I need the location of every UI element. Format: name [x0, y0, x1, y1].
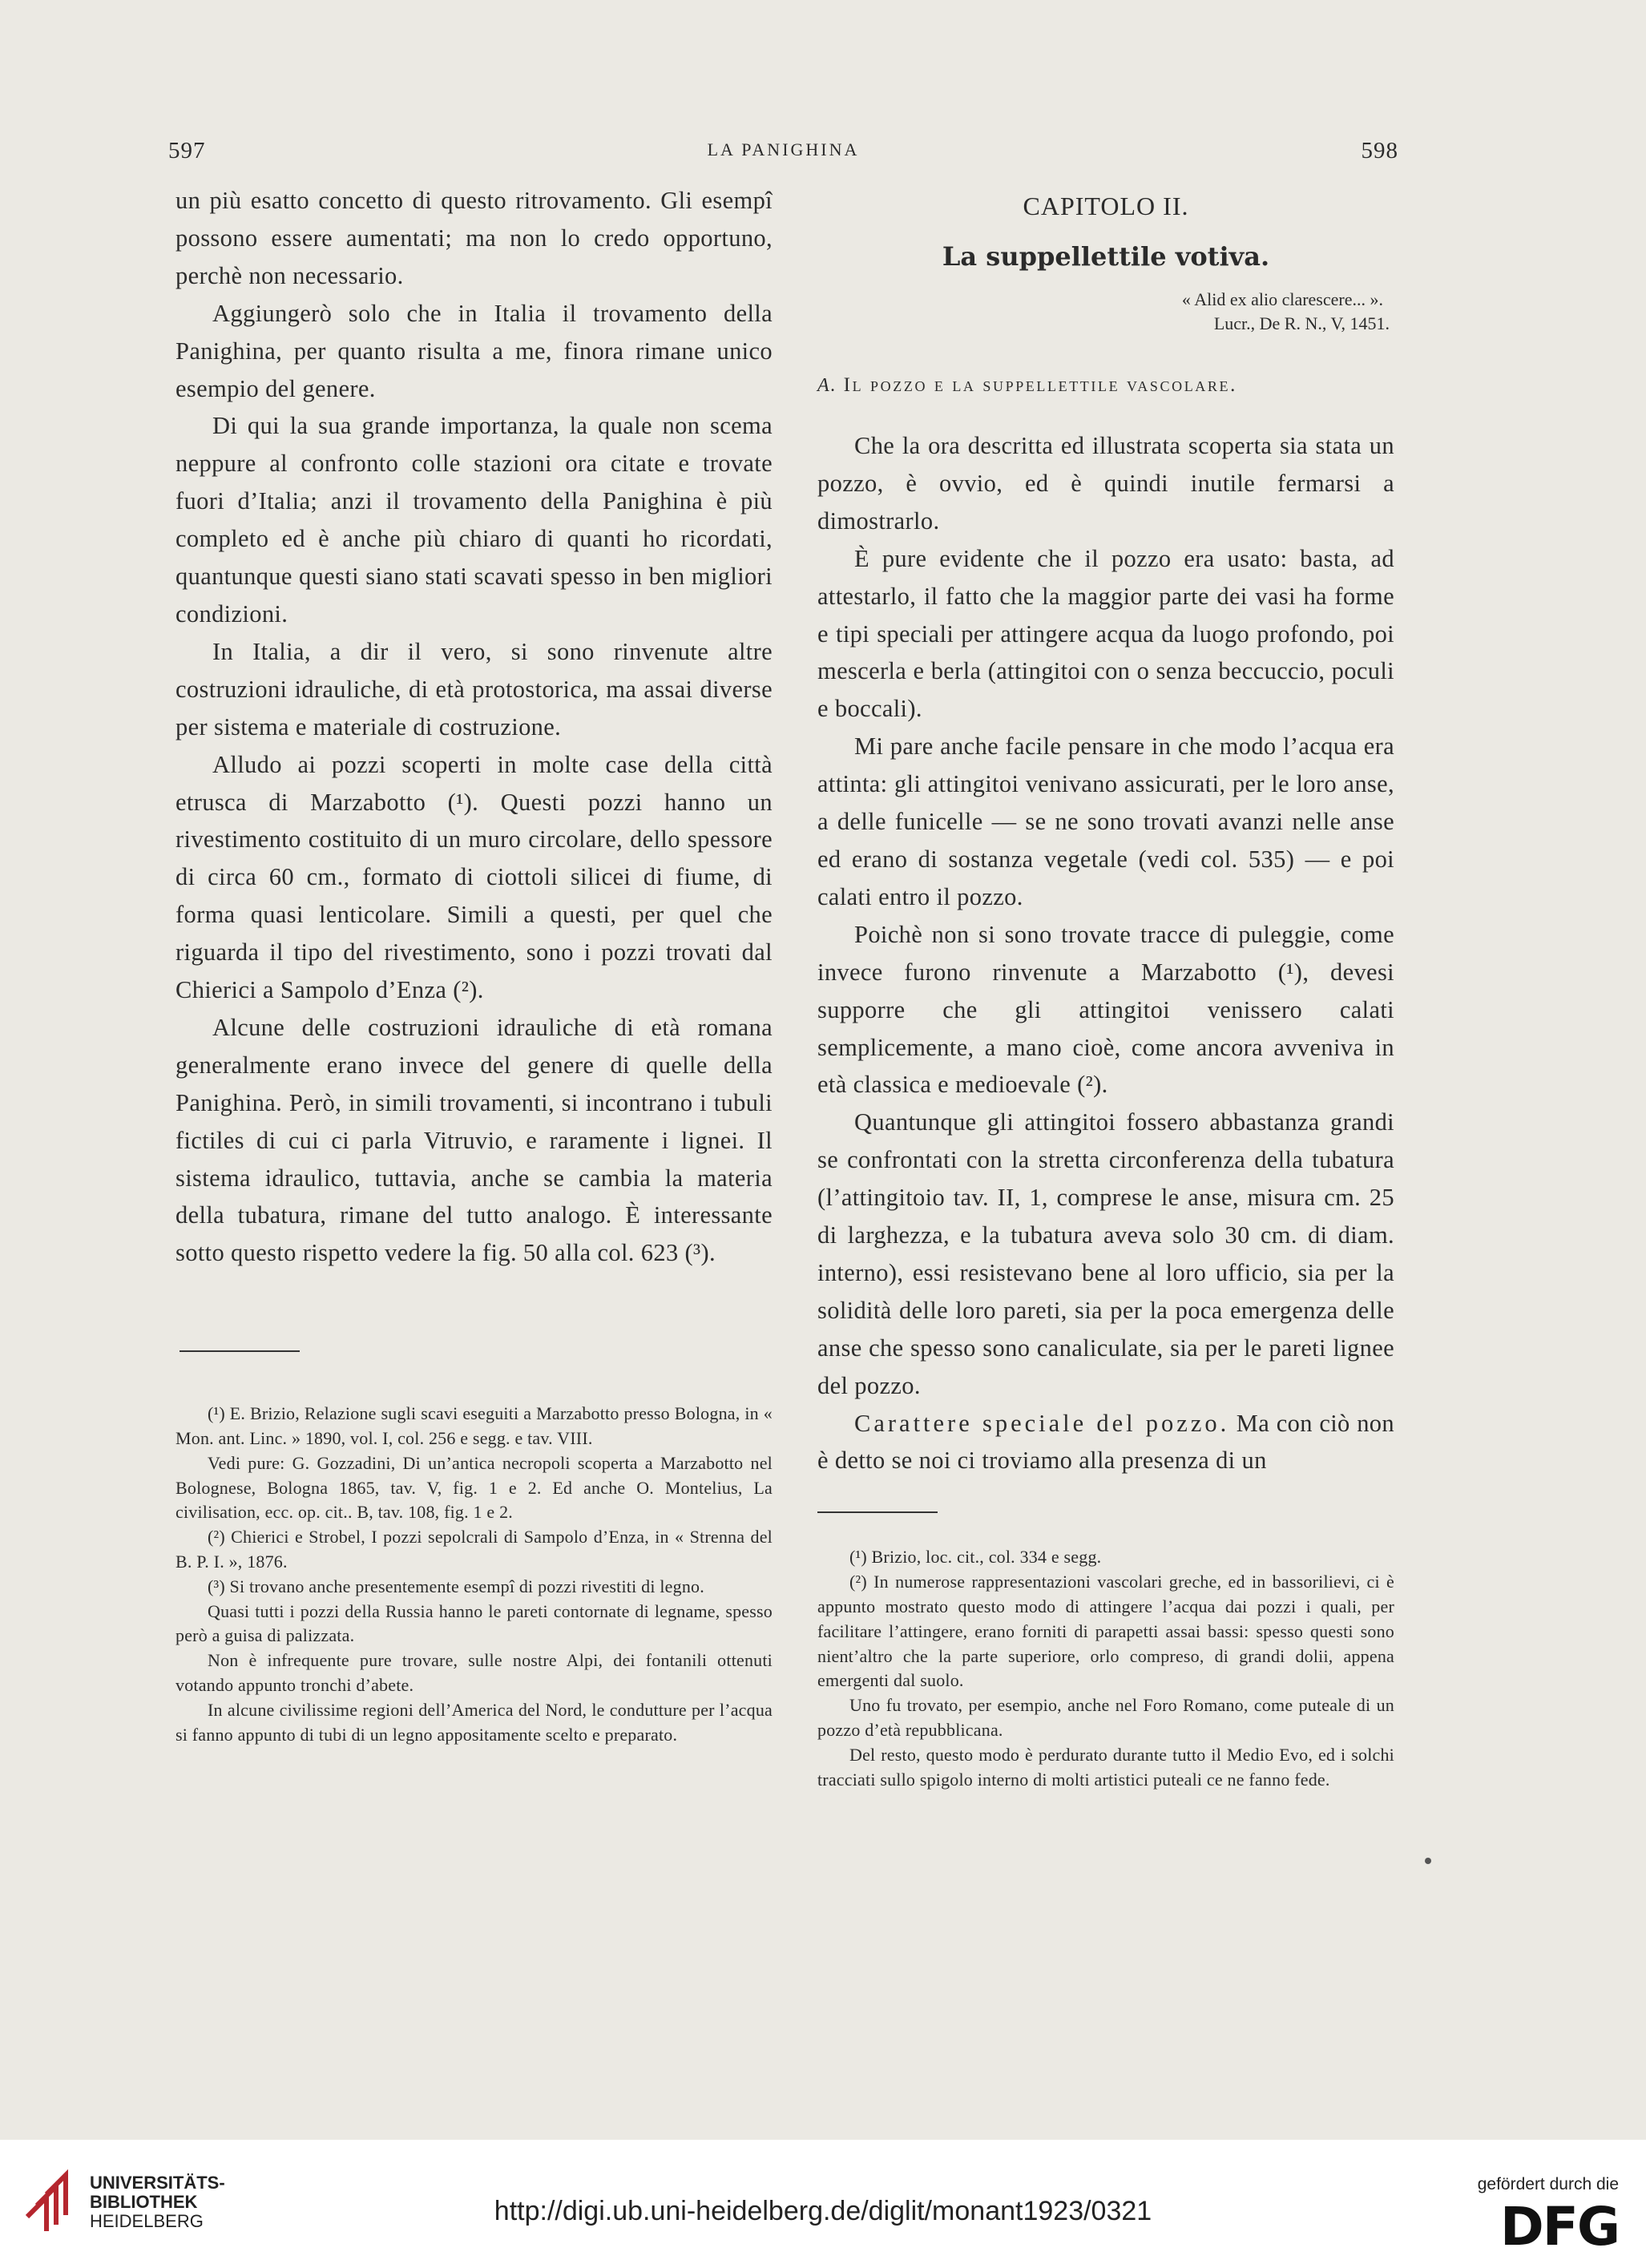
running-title: LA PANIGHINA — [707, 139, 860, 159]
footnote: Del resto, questo modo è perdurato durante tutto il Medio Evo, ed i solchi tracciati sullo spigolo interno di molti artistici puteali ce ne fanno fede. — [817, 1744, 1394, 1790]
paragraph: Di qui la sua grande importanza, la quale non scema neppure al confronto colle stazioni ora citate e trovate fuori d’Italia; anzi il trovamento della Panighina è più completo ed è anche più chiaro di quanti ho ricordati, quantunque questi siano stati scavati spesso in ben migliori condizioni. — [175, 412, 773, 628]
right-footnotes — [817, 1545, 1394, 1792]
paragraph: Alcune delle costruzioni idrauliche di età romana generalmente erano invece del genere di quelle della Panighina. Però, in simili trovamenti, si incontrano i tubuli fictiles di cui ci parla Vitruvio, e raramente i lignei. Il sistema idraulico, tuttavia, anche se cambia la materia della tubatura, rimane del tutto analogo. È interessante sotto questo rispetto vedere la fig. 50 alla col. 623 (³). — [175, 1013, 773, 1267]
footnote: Vedi pure: G. Gozzadini, Di un’antica necropoli scoperta a Marzabotto nel Bolognese, Bologna 1865, tav. V, fig. 1 e 2. Ed anche O. Montelius, La civilisation, ecc. op. cit.. B, tav. 108, fig. 1 e 2. — [175, 1452, 773, 1523]
chapter-title: La suppellettile votiva. — [942, 241, 1270, 272]
right-column — [817, 182, 1394, 1792]
epigraph — [817, 288, 1390, 336]
paragraph: Poichè non si sono trovate tracce di puleggie, come invece furono rinvenute a Marzabotto (¹), devesi supporre che gli attingitoi venissero calati semplicemente, a mano cioè, come ancora avveniva in età classica e medioevale (²). — [817, 920, 1394, 1099]
page-number-left: 597 — [168, 138, 206, 163]
library-name-line1: UNIVERSITÄTS- — [90, 2173, 225, 2193]
footnote: Quasi tutti i pozzi della Russia hanno le pareti contornate di legname, spesso però a guisa di palizzata. — [175, 1600, 773, 1646]
footnote: (³) Si trovano anche presentemente esempî di pozzi rivestiti di legno. — [208, 1576, 704, 1596]
paragraph: Quantunque gli attingitoi fossero abbastanza grandi se confrontati con la stretta circonferenza della tubatura (l’attingitoio tav. II, 1, comprese le anse, misura cm. 25 di larghezza, e la tubatura aveva solo 30 cm. di diam. interno), essi resistevano bene al loro ufficio, sia per la solidità delle loro pareti, sia per la poca emergenza delle anse che spesso sono canaliculate, sia per le pareti lignee del pozzo. — [817, 1108, 1394, 1399]
digitization-footer — [0, 2140, 1646, 2268]
paragraph: È pure evidente che il pozzo era usato: basta, ad attestarlo, il fatto che la maggior parte dei vasi ha forme e tipi speciali per attingere acqua da luogo profondo, poi mescerla e berla (attingitoi con o senza beccuccio, poculi e boccali). — [817, 544, 1394, 723]
section-title: Il pozzo e la suppellettile vascolare. — [843, 374, 1237, 396]
paragraph — [817, 1405, 1394, 1480]
section-heading — [817, 374, 1394, 397]
dfg-logo: DFG — [1499, 2196, 1619, 2258]
paragraph-continuation: Ma con ciò non è detto se noi ci troviamo alla presenza di un — [817, 1409, 1394, 1475]
library-name-line3: HEIDELBERG — [90, 2211, 204, 2231]
spaced-heading: Carattere speciale del pozzo. — [854, 1409, 1230, 1437]
running-head — [168, 138, 1398, 170]
chapter-heading: CAPITOLO II. — [1023, 192, 1189, 220]
scan-speck — [1425, 1858, 1431, 1864]
footnote: In alcune civilissime regioni dell’America del Nord, le condutture per l’acqua si fanno appunto di tubi di un legno appositamente scelto e preparato. — [175, 1699, 773, 1745]
footnote-rule — [180, 1350, 300, 1352]
right-body-text — [817, 427, 1394, 1479]
paragraph: Alludo ai pozzi scoperti in molte case della città etrusca di Marzabotto (¹). Questi pozzi hanno un rivestimento costituito di un muro circolare, dello spessore di circa 60 cm., formato di ciottoli silicei di fiume, di forma quasi lenticolare. Simili a questi, per quel che riguarda il tipo del rivestimento, sono i pozzi trovati dal Chierici a Sampolo d’Enza (²). — [175, 750, 773, 1004]
footnote-rule — [817, 1511, 938, 1513]
paragraph: Aggiungerò solo che in Italia il trovamento della Panighina, per quanto risulta a me, finora rimane unico esempio del genere. — [175, 299, 773, 402]
paragraph: Che la ora descritta ed illustrata scoperta sia stata un pozzo, è ovvio, ed è quindi inutile fermarsi a dimostrarlo. — [817, 432, 1394, 535]
left-footnotes — [175, 1402, 773, 1747]
paragraph: In Italia, a dir il vero, si sono rinvenute altre costruzioni idrauliche, di età protostorica, ma assai diverse per sistema e materiale di costruzione. — [175, 637, 773, 741]
footnote: (²) Chierici e Strobel, I pozzi sepolcrali di Sampolo d’Enza, in « Strenna del B. P. I. », 1876. — [175, 1527, 773, 1572]
epigraph-source: Lucr., De R. N., V, 1451. — [1213, 313, 1390, 333]
paragraph: un più esatto concetto di questo ritrovamento. Gli esempî possono essere aumentati; ma non lo credo opportuno, perchè non necessario. — [175, 187, 773, 289]
left-body-text — [175, 182, 773, 1272]
footnote: (²) In numerose rappresentazioni vascolari greche, ed in bassorilievi, ci è appunto mostrato questo modo di attingere l’acqua dai pozzi i quali, per facilitare l’attingere, erano forniti di parapetti assai bassi: spesso questi sono nient’altro che la parte superiore, orlo compreso, di grandi dolii, appena emergenti dal suolo. — [817, 1572, 1394, 1691]
footnote: (¹) E. Brizio, Relazione sugli scavi eseguiti a Marzabotto presso Bologna, in « Mon. ant. Linc. » 1890, vol. I, col. 256 e segg. e tav. VIII. — [175, 1403, 773, 1449]
left-column — [175, 182, 773, 1747]
epigraph-quote: « Alid ex alio clarescere... ». — [1181, 289, 1383, 309]
footnote: Non è infrequente pure trovare, sulle nostre Alpi, dei fontanili ottenuti votando appunto tronchi d’abete. — [175, 1650, 773, 1696]
library-name-line2: BIBLIOTHEK — [90, 2192, 198, 2212]
funding-caption: gefördert durch die — [1477, 2175, 1619, 2193]
source-url-link[interactable]: http://digi.ub.uni-heidelberg.de/diglit/monant1923/0321 — [494, 2196, 1152, 2226]
page-number-right: 598 — [1361, 138, 1398, 163]
paragraph: Mi pare anche facile pensare in che modo l’acqua era attinta: gli attingitoi venivano assicurati, per le loro anse, a delle funicelle — se ne sono trovati avanzi nelle anse ed erano di sostanza vegetale (vedi col. 535) — e poi calati entro il pozzo. — [817, 732, 1394, 910]
footnote: Uno fu trovato, per esempio, anche nel Foro Romano, come puteale di un pozzo d’età repubblicana. — [817, 1695, 1394, 1740]
section-letter: A. — [817, 375, 837, 396]
footnote: (¹) Brizio, loc. cit., col. 334 e segg. — [849, 1547, 1102, 1568]
